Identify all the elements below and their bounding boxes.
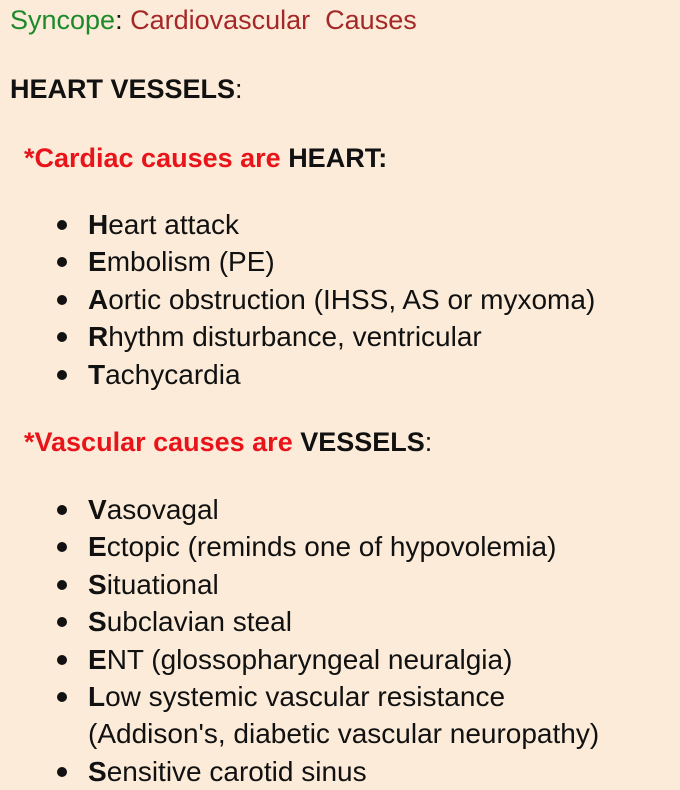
page-title — [10, 4, 417, 36]
bullet-icon — [57, 220, 67, 230]
bullet-icon — [57, 257, 67, 267]
list-item-text: hythm disturbance, ventricular — [108, 321, 482, 353]
bullet-icon — [57, 655, 67, 665]
bullet-icon — [57, 617, 67, 627]
list-item — [0, 206, 595, 243]
list-item-text: ctopic (reminds one of hypovolemia) — [106, 531, 557, 563]
list-item — [0, 281, 595, 318]
bullet-icon — [57, 767, 67, 777]
list-item — [0, 356, 595, 393]
mnemonic-letter: T — [88, 358, 106, 390]
list-item — [0, 243, 595, 280]
cardiac-subheading-lead: *Cardiac causes are — [24, 143, 289, 173]
list-item-text: achycardia — [105, 358, 241, 390]
title-separator: : — [115, 5, 131, 35]
vascular-causes-list — [0, 491, 599, 790]
list-item — [0, 603, 599, 640]
mnemonic-letter: E — [88, 246, 107, 278]
list-item — [0, 566, 599, 603]
list-item — [0, 641, 599, 678]
list-item-text: ow systemic vascular resistance — [105, 681, 506, 713]
list-item-text: mbolism (PE) — [106, 246, 275, 278]
mnemonic-letter: A — [88, 283, 109, 315]
title-subject: Cardiovascular Causes — [130, 5, 417, 35]
list-item-text: ensitive carotid sinus — [106, 755, 367, 787]
mnemonic-letter: H — [88, 209, 109, 240]
list-item-text: NT (glossopharyngeal neuralgia) — [106, 643, 513, 675]
mnemonic-letter: S — [88, 606, 107, 638]
vascular-subheading-colon: : — [424, 427, 433, 457]
mnemonic-letter: S — [88, 568, 107, 600]
bullet-icon — [57, 580, 67, 590]
mnemonic-letter: V — [88, 494, 107, 525]
bullet-icon — [57, 295, 67, 305]
mnemonic-letter: L — [88, 681, 106, 713]
mnemonic-letter: R — [88, 321, 109, 353]
title-keyword: Syncope — [10, 5, 116, 35]
list-item-text: eart attack — [108, 209, 239, 240]
list-item-text: ortic obstruction (IHSS, AS or myxoma) — [108, 283, 596, 315]
list-item — [0, 678, 599, 753]
mnemonic-heading-colon: : — [235, 74, 243, 104]
list-item-text: ituational — [106, 568, 219, 600]
mnemonic-heading — [10, 72, 243, 106]
vascular-subheading — [24, 425, 432, 459]
cardiac-subheading-colon: : — [378, 143, 388, 173]
mnemonic-letter: S — [88, 755, 107, 787]
bullet-icon — [57, 332, 67, 342]
bullet-icon — [57, 542, 67, 552]
cardiac-subheading — [24, 141, 387, 175]
list-item — [0, 753, 599, 790]
mnemonic-letter: E — [88, 643, 107, 675]
list-item-text: ubclavian steal — [106, 606, 292, 638]
list-item — [0, 528, 599, 565]
list-item — [0, 318, 595, 355]
list-item — [0, 491, 599, 528]
vascular-subheading-keyword: VESSELS — [300, 427, 425, 457]
bullet-icon — [57, 692, 67, 702]
list-item-continuation: (Addison's, diabetic vascular neuropathy) — [88, 718, 600, 750]
cardiac-subheading-keyword: HEART — [288, 143, 379, 173]
mnemonic-heading-text: HEART VESSELS — [10, 74, 236, 104]
vascular-subheading-lead: *Vascular causes are — [24, 427, 301, 457]
bullet-icon — [57, 505, 67, 515]
cardiac-causes-list — [0, 206, 595, 393]
mnemonic-letter: E — [88, 531, 107, 563]
list-item-text: asovagal — [106, 494, 219, 525]
bullet-icon — [57, 370, 67, 380]
